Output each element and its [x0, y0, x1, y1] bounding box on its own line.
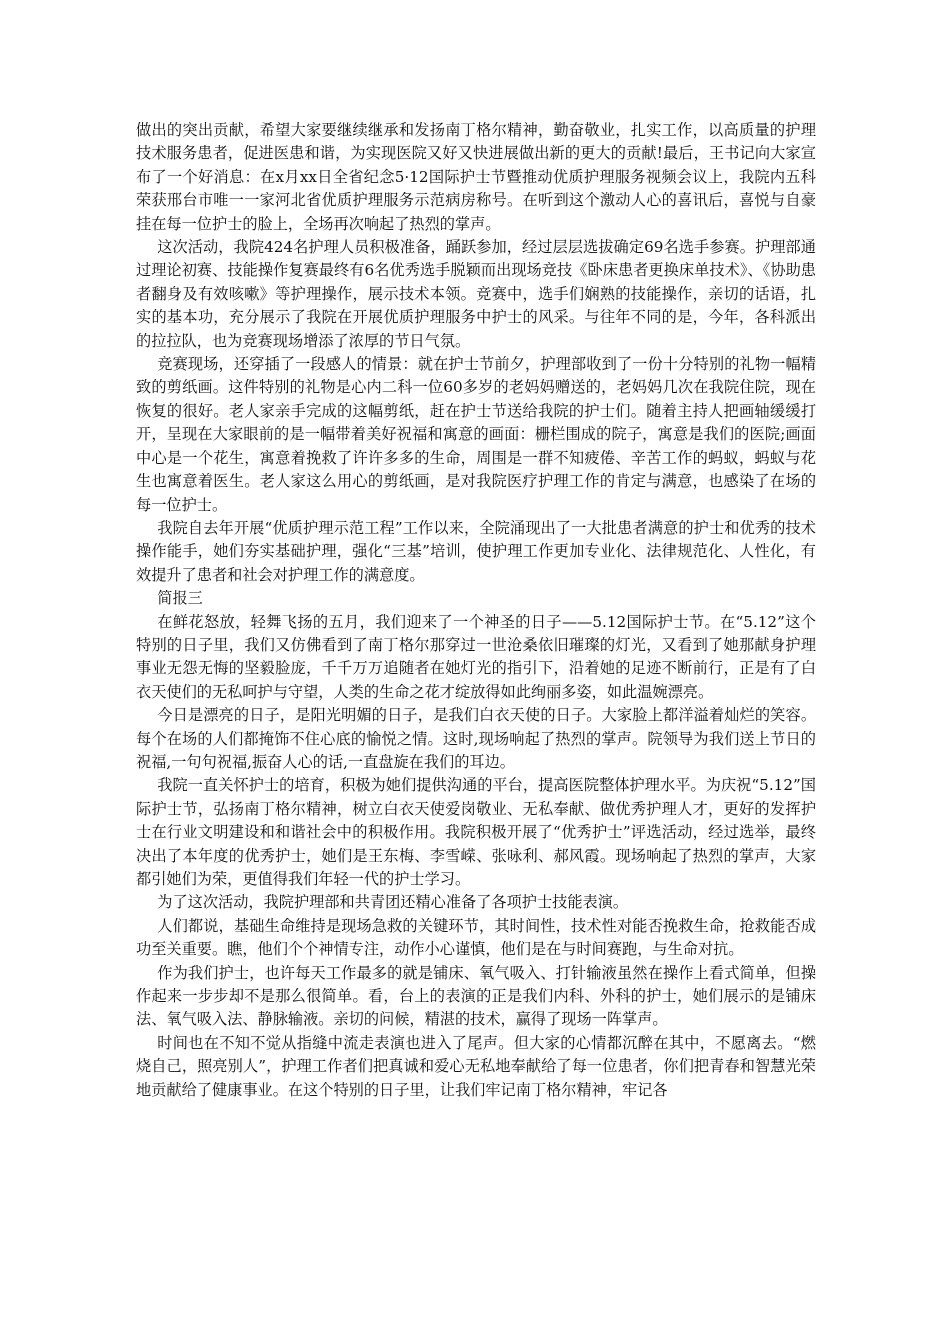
- paragraph-3: 竞赛现场，还穿插了一段感人的情景：就在护士节前夕，护理部收到了一份十分特别的礼物一幅精致的剪纸画。这件特别的礼物是心内二科一位60多岁的老妈妈赠送的，老妈妈几次在我院住院，现在恢复的很好。老人家亲手完成的这幅剪纸，赶在护士节送给我院的护士们。随着主持人把画轴缓缓打开，呈现在大家眼前的是一幅带着美好祝福和寓意的画面：栅栏围成的院子，寓意是我们的医院;画面中心是一个花生，寓意着挽救了许许多多的生命，周围是一群不知疲倦、辛苦工作的蚂蚁，蚂蚁与花生也寓意着医生。老人家这么用心的剪纸画，是对我院医疗护理工作的肯定与满意，也感染了在场的每一位护士。: [136, 355, 816, 514]
- paragraph-7: 我院一直关怀护士的培育，积极为她们提供沟通的平台，提高医院整体护理水平。为庆祝“5.12”国际护士节，弘扬南丁格尔精神，树立白衣天使爱岗敬业、无私奉献、做优秀护理人才，更好的发挥护士在行业文明建设和和谐社会中的积极作用。我院积极开展了“优秀护士”评选活动，经过选举，最终决出了本年度的优秀护士，她们是王东梅、李雪嵘、张咏利、郝风霞。现场响起了热烈的掌声，大家都引她们为荣，更值得我们年轻一代的护士学习。: [136, 776, 816, 888]
- paragraph-10: 作为我们护士，也许每天工作最多的就是铺床、氧气吸入、打针输液虽然在操作上看式简单，但操作起来一步步却不是那么很简单。看，台上的表演的正是我们内科、外科的护士，她们展示的是铺床法、氧气吸入法、静脉输液。亲切的问候，精湛的技术，赢得了现场一阵掌声。: [136, 963, 816, 1029]
- paragraph-5: 在鲜花怒放，轻舞飞扬的五月，我们迎来了一个神圣的日子——5.12国际护士节。在“5.12”这个特别的日子里，我们又仿佛看到了南丁格尔那穿过一世沧桑依旧璀璨的灯光，又看到了她那献身护理事业无怨无悔的坚毅脸庞，千千万万追随者在她灯光的指引下，沿着她的足迹不断前行，正是有了白衣天使们的无私呵护与守望，人类的生命之花才绽放得如此绚丽多姿，如此温婉漂亮。: [136, 612, 816, 701]
- paragraph-1: 做出的突出贡献，希望大家要继续继承和发扬南丁格尔精神，勤奋敬业，扎实工作，以高质量的护理技术服务患者，促进医患和谐，为实现医院又好又快进展做出新的更大的贡献!最后，王书记向大家宣布了一个好消息：在x月xx日全省纪念5·12国际护士节暨推动优质护理服务视频会议上，我院内五科荣获邢台市唯一一家河北省优质护理服务示范病房称号。在听到这个激动人心的喜讯后，喜悦与自豪挂在每一位护士的脸上，全场再次响起了热烈的掌声。: [136, 121, 816, 233]
- paragraph-11: 时间也在不知不觉从指缝中流走表演也进入了尾声。但大家的心情都沉醉在其中，不愿离去。“燃烧自己，照亮别人”，护理工作者们把真诚和爱心无私地奉献给了每一位患者，你们把青春和智慧光荣地贡献给了健康事业。在这个特别的日子里，让我们牢记南丁格尔精神，牢记各: [136, 1033, 816, 1099]
- section-title: 简报三: [157, 589, 203, 608]
- document-page: [136, 119, 816, 1102]
- paragraph-6: 今日是漂亮的日子，是阳光明媚的日子，是我们白衣天使的日子。大家脸上都洋溢着灿烂的笑容。每个在场的人们都掩饰不住心底的愉悦之情。这时,现场响起了热烈的掌声。院领导为我们送上节日的祝福,一句句祝福,振奋人心的话,一直盘旋在我们的耳边。: [136, 706, 816, 771]
- paragraph-9: 人们都说，基础生命维持是现场急救的关键环节，其时间性，技术性对能否挽救生命，抢救能否成功至关重要。瞧，他们个个神情专注，动作小心谨慎，他们是在与时间赛跑，与生命对抗。: [136, 916, 816, 959]
- paragraph-4: 我院自去年开展“优质护理示范工程”工作以来，全院涌现出了一大批患者满意的护士和优秀的技术操作能手，她们夯实基础护理，强化“三基”培训，使护理工作更加专业化、法律规范化、人性化，有效提升了患者和社会对护理工作的满意度。: [136, 518, 816, 584]
- paragraph-8: 为了这次活动，我院护理部和共青团还精心准备了各项护士技能表演。: [157, 893, 629, 912]
- paragraph-2: 这次活动，我院424名护理人员积极准备，踊跃参加，经过层层选拔确定69名选手参赛。护理部通过理论初赛、技能操作复赛最终有6名优秀选手脱颖而出现场竞技《卧床患者更换床单技术》、《协助患者翻身及有效咳嗽》等护理操作，展示技术本领。竞赛中，选手们娴熟的技能操作，亲切的话语，扎实的基本功，充分展示了我院在开展优质护理服务中护士的风采。与往年不同的是，今年，各科派出的拉拉队，也为竞赛现场增添了浓厚的节日气氛。: [136, 238, 816, 350]
